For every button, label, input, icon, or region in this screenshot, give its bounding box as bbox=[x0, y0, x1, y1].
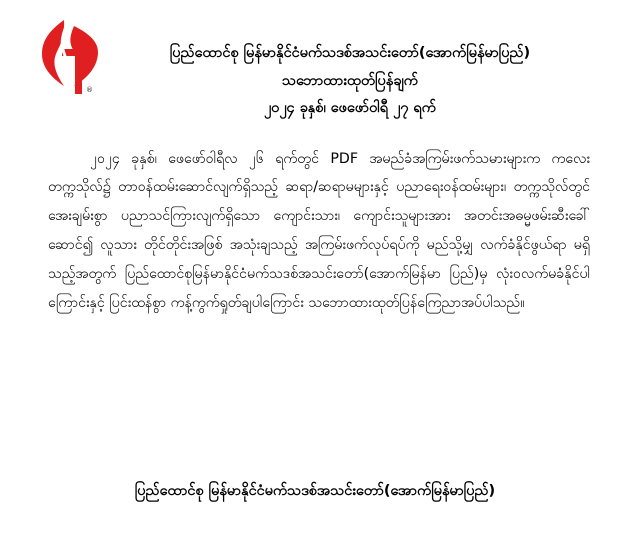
document-signature bbox=[0, 482, 630, 503]
statement-subtitle: သဘောထားထုတ်ပြန်ချက် bbox=[282, 72, 418, 89]
document-body bbox=[0, 145, 630, 318]
registered-trademark-symbol: ® bbox=[86, 86, 93, 94]
signature-org-name: ပြည်ထောင်စု မြန်မာနိုင်ငံမက်သဒစ်အသင်းတော်(အောက်မြန်မာပြည်) bbox=[134, 483, 496, 499]
umc-cross-and-flame-logo bbox=[34, 16, 106, 98]
statement-date: ၂၀၂၄ ခုနှစ်၊ ဖေဖော်ဝါရီ ၂၇ ရက် bbox=[264, 100, 436, 117]
org-name-title: ပြည်ထောင်စု မြန်မာနိုင်ငံမက်သဒစ်အသင်းတော်(အောက်မြန်မာပြည်) bbox=[169, 45, 531, 61]
statement-paragraph: ၂၀၂၄ ခုနှစ်၊ ဖေဖော်ဝါရီလ ၂၆ ရက်တွင် PDF အမည်ခံအကြမ်းဖက်သမားများက ကလေးတက္ကသိုလ်၌ တာဝန်ထမ်းဆောင်လျက်ရှိသည့် ဆရာ/ဆရာမများနှင့် ပညာရေးဝန်ထမ်းများ၊ တက္ကသိုလ်တွင် အေးချမ်းစွာ ပညာသင်ကြားလျက်ရှိသော ကျောင်းသား၊ ကျောင်းသူများအား အတင်းအဓမ္မဖမ်းဆီးခေါ်ဆောင်၍ လူသား တိုင်တိုင်းအဖြစ် အသုံးချသည့် အကြမ်းဖက်လုပ်ရပ်ကို မည်သို့မျှ လက်ခံနိုင်ဖွယ်ရာ မရှိသည့်အတွက် ပြည်ထောင်စုမြန်မာနိုင်ငံမက်သဒစ်အသင်းတော်(အောက်မြန်မာ ပြည်)မှ လုံးဝလက်မခံနိုင်ပါကြောင်းနှင့် ပြင်းထန်စွာ ကန့်ကွက်ရှုတ်ချပါကြောင်း သဘောထားထုတ်ပြန်ကြေညာအပ်ပါသည်။ bbox=[48, 150, 590, 311]
